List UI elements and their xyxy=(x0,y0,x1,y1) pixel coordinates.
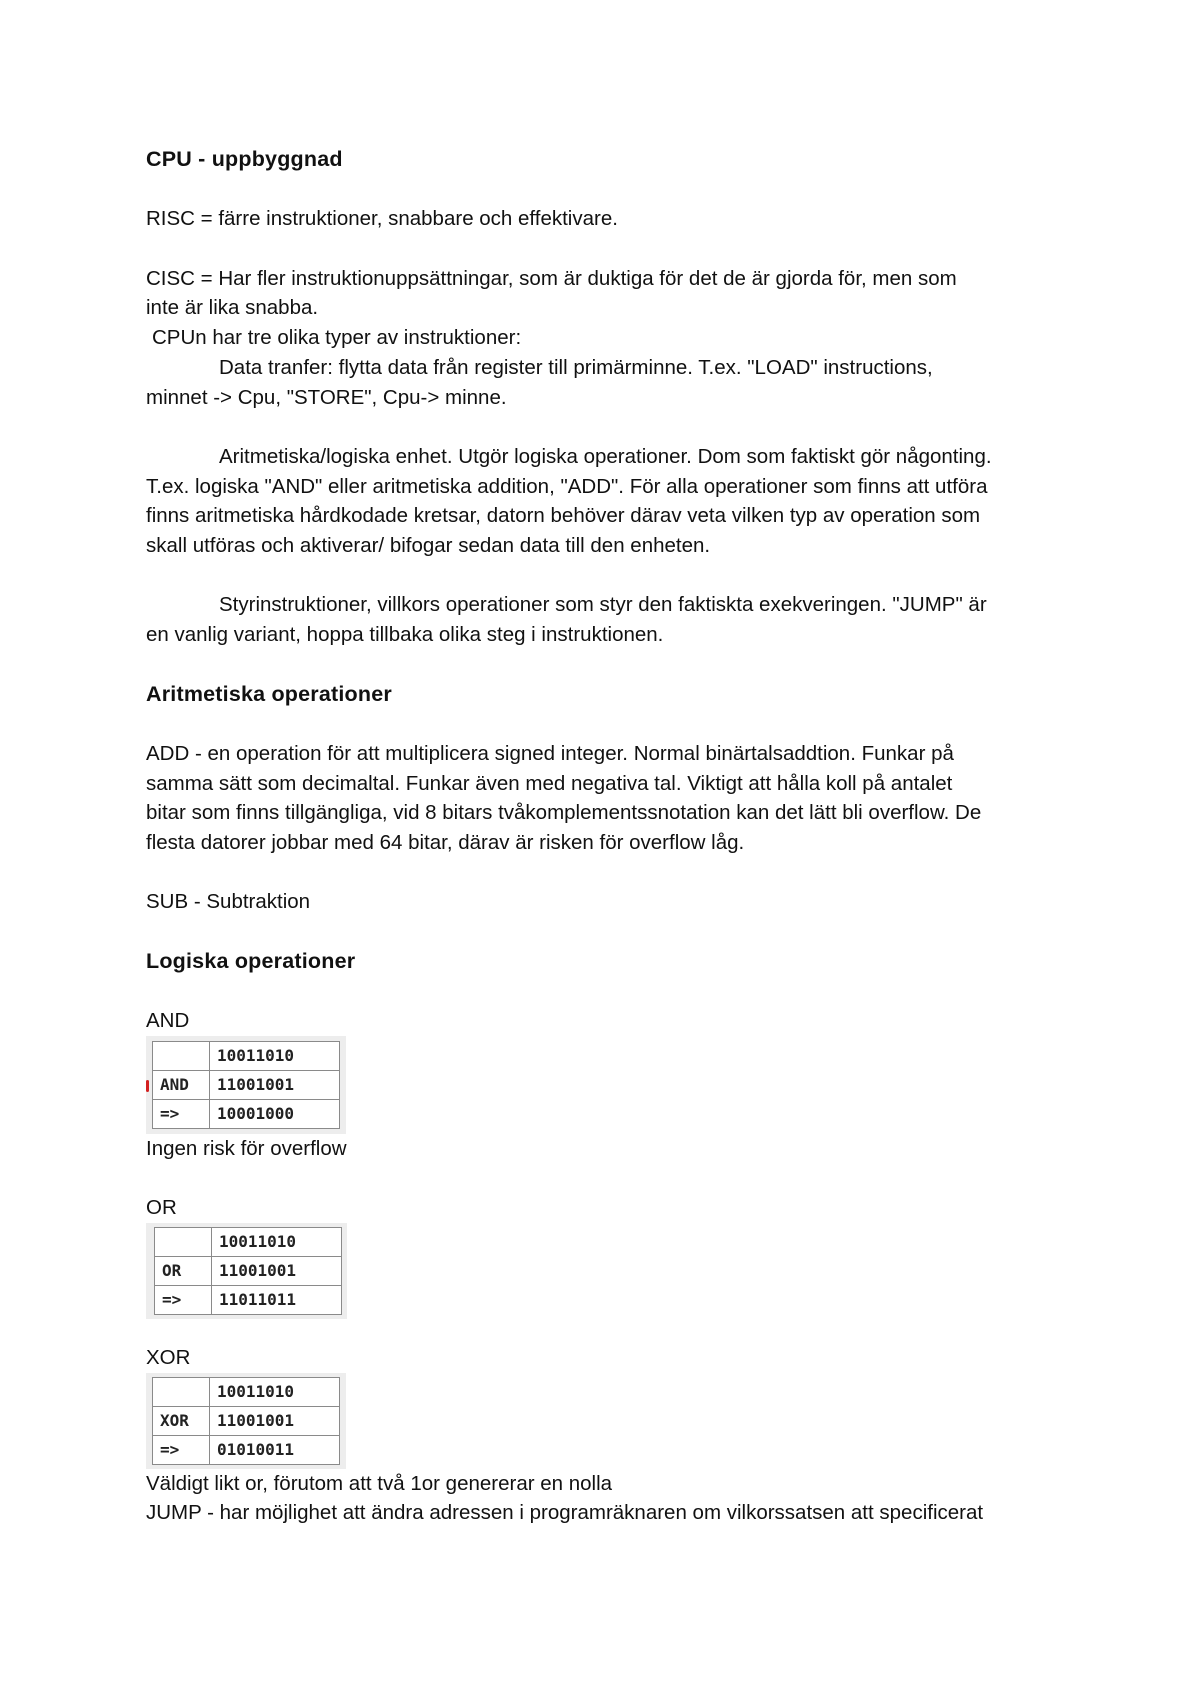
table-cell: => xyxy=(155,1286,212,1315)
table-cell: => xyxy=(153,1099,210,1128)
heading-logic: Logiska operationer xyxy=(146,948,356,973)
or-label: OR xyxy=(146,1196,177,1220)
types-intro xyxy=(146,323,1066,353)
jump-line: JUMP - har möjlighet att ändra adressen i programräknaren om vilkorssatsen att specificerat xyxy=(146,1501,984,1525)
table-cell: XOR xyxy=(153,1406,210,1435)
heading-cpu: CPU - uppbyggnad xyxy=(146,147,343,171)
table-row xyxy=(155,1228,342,1257)
table-row xyxy=(153,1070,340,1099)
table-row xyxy=(153,1435,340,1464)
heading-arith: Aritmetiska operationer xyxy=(146,681,392,706)
or-table-block xyxy=(146,1223,1066,1319)
alu-line-2: T.ex. logiska "AND" eller aritmetiska addition, "ADD". För alla operationer som finns att utföra xyxy=(146,474,988,498)
xor-table-block xyxy=(146,1373,1066,1469)
alu-line-1-text: Aritmetiska/logiska enhet. Utgör logiska operationer. Dom som faktiskt gör någonting. xyxy=(219,444,992,468)
table-cell xyxy=(153,1041,210,1070)
table-cell: OR xyxy=(155,1257,212,1286)
and-label: AND xyxy=(146,1009,190,1033)
table-cell: 11001001 xyxy=(210,1070,340,1099)
and-table-block xyxy=(146,1036,1066,1134)
table-row xyxy=(153,1406,340,1435)
table-cell: 10011010 xyxy=(210,1377,340,1406)
add-line-3: bitar som finns tillgängliga, vid 8 bitars tvåkomplementssnotation kan det lätt bli overflow. De xyxy=(146,801,982,825)
add-line-2: samma sätt som decimaltal. Funkar även med negativa tal. Viktigt att hålla koll på antalet xyxy=(146,771,953,795)
alu-line-4: skall utföras och aktiverar/ bifogar sedan data till den enheten. xyxy=(146,534,711,558)
table-cell: 11001001 xyxy=(212,1257,342,1286)
xor-truth-table xyxy=(152,1377,340,1465)
table-row xyxy=(155,1257,342,1286)
table-row xyxy=(153,1377,340,1406)
risc-paragraph: RISC = färre instruktioner, snabbare och effektivare. xyxy=(146,207,618,231)
table-row xyxy=(153,1041,340,1070)
table-cell: => xyxy=(153,1435,210,1464)
table-cell: 11011011 xyxy=(212,1286,342,1315)
and-table-image xyxy=(146,1036,346,1134)
transfer-line-2: minnet -> Cpu, "STORE", Cpu-> minne. xyxy=(146,385,507,409)
table-cell: 10011010 xyxy=(212,1228,342,1257)
alu-line-1 xyxy=(146,442,1066,472)
document-page xyxy=(146,145,1066,1528)
table-cell xyxy=(155,1228,212,1257)
control-line-1-text: Styrinstruktioner, villkors operationer som styr den faktiskta exekveringen. "JUMP" är xyxy=(219,593,987,617)
table-row xyxy=(153,1099,340,1128)
add-line-4: flesta datorer jobbar med 64 bitar, därav är risken för overflow låg. xyxy=(146,831,745,855)
control-line-1 xyxy=(146,590,1066,620)
xor-table-image xyxy=(146,1373,346,1469)
xor-note: Väldigt likt or, förutom att två 1or genererar en nolla xyxy=(146,1471,613,1495)
alu-line-3: finns aritmetiska hårdkodade kretsar, datorn behöver därav veta vilken typ av operation som xyxy=(146,504,981,528)
or-truth-table xyxy=(154,1227,342,1315)
table-cell: 10011010 xyxy=(210,1041,340,1070)
table-cell: AND xyxy=(153,1070,210,1099)
table-row xyxy=(155,1286,342,1315)
red-marker-icon xyxy=(146,1080,149,1092)
and-note: Ingen risk för overflow xyxy=(146,1136,347,1160)
cisc-line-2: inte är lika snabba. xyxy=(146,296,319,320)
table-cell: 10001000 xyxy=(210,1099,340,1128)
cisc-line-1: CISC = Har fler instruktionuppsättningar, som är duktiga för det de är gjorda för, men som xyxy=(146,266,957,290)
xor-label: XOR xyxy=(146,1346,191,1370)
or-table-image xyxy=(146,1223,347,1319)
sub-paragraph: SUB - Subtraktion xyxy=(146,890,311,914)
add-line-1: ADD - en operation för att multiplicera signed integer. Normal binärtalsaddtion. Funkar på xyxy=(146,741,954,765)
table-cell xyxy=(153,1377,210,1406)
types-intro-text: CPUn har tre olika typer av instruktioner: xyxy=(152,326,522,350)
and-truth-table xyxy=(152,1041,340,1129)
transfer-line-1-text: Data tranfer: flytta data från register till primärminne. T.ex. "LOAD" instructions, xyxy=(219,355,933,379)
control-line-2: en vanlig variant, hoppa tillbaka olika steg i instruktionen. xyxy=(146,623,664,647)
table-cell: 01010011 xyxy=(210,1435,340,1464)
table-cell: 11001001 xyxy=(210,1406,340,1435)
transfer-line-1 xyxy=(146,353,1066,383)
